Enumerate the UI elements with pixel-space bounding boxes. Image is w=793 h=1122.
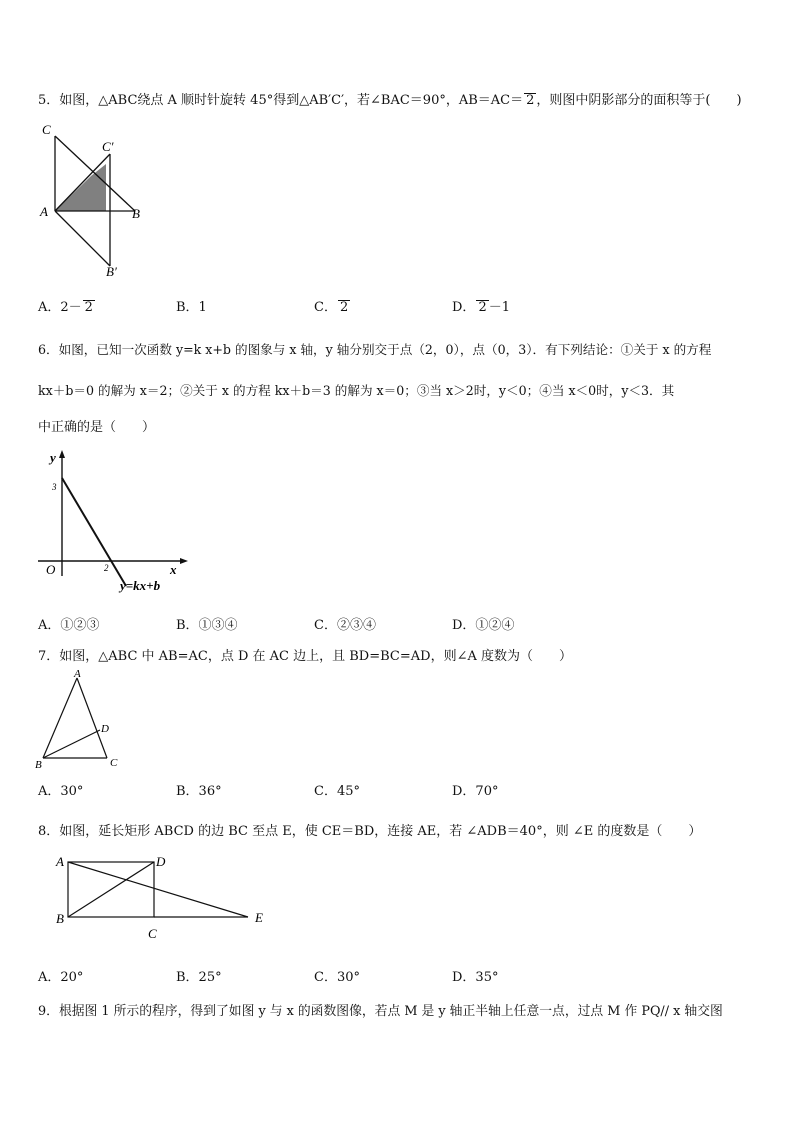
q7-label-b: B [35, 759, 42, 771]
q5-option-c-sqrt: 2 [339, 300, 349, 315]
q6-label-x: x [170, 562, 177, 577]
q8-figure [52, 848, 282, 948]
q7-segment-bd [43, 730, 100, 758]
q7-option-a[interactable]: A．30° [38, 784, 84, 799]
q7-figure [34, 668, 124, 772]
q8-text: 8．如图，延长矩形 ABCD 的边 BC 至点 E，使 CE＝BD，连接 AE，若 ∠ADB＝40°，则 ∠E 的度数是（ ） [38, 824, 702, 839]
q7-label-d: D [101, 723, 109, 735]
q5-label-b-prime: B′ [106, 264, 117, 279]
q7-option-b[interactable]: B．36° [176, 784, 222, 799]
q5-label-c: C [42, 122, 51, 137]
q6-figure [34, 448, 194, 598]
q5-option-d-prefix: D． [452, 300, 476, 315]
q5-option-d-suffix: －1 [488, 300, 510, 315]
q6-line-3: 中正确的是（ ） [38, 420, 156, 435]
q6-y-arrow [59, 450, 65, 458]
q5-option-d-sqrt: 2 [478, 300, 487, 315]
q8-label-b: B [56, 911, 64, 926]
q6-label-2: 2 [104, 563, 109, 573]
q5-option-c-prefix: C． [314, 300, 337, 315]
q8-option-c[interactable]: C．30° [314, 970, 360, 985]
q7-segment-ab [43, 678, 77, 758]
q8-label-e: E [255, 910, 263, 925]
q5-option-b[interactable] [176, 296, 207, 315]
q7-option-c[interactable]: C．45° [314, 784, 360, 799]
q7-text: 7．如图，△ABC 中 AB=AC，点 D 在 AC 边上，且 BD=BC=AD，则∠A 度数为（ ） [38, 649, 572, 664]
q7-segment-ac [77, 678, 107, 758]
q6-label-3: 3 [52, 482, 57, 492]
q9-text: 9．根据图 1 所示的程序，得到了如图 y 与 x 的函数图像，若点 M 是 y 轴正半轴上任意一点，过点 M 作 PQ// x 轴交图 [38, 1004, 723, 1019]
q5-tail: ，则图中阴影部分的面积等于( ) [536, 93, 742, 108]
q7-label-c: C [110, 757, 118, 769]
q6-label-y: y [50, 450, 56, 465]
q8-option-a[interactable]: A．20° [38, 970, 84, 985]
q5-option-c[interactable] [314, 296, 350, 315]
q5-option-a-prefix: A．2－ [38, 300, 82, 315]
q5-label-c-prime: C′ [102, 139, 114, 154]
q5-option-b-prefix: B．1 [176, 300, 207, 315]
q6-function-line [62, 478, 126, 586]
q8-label-d: D [156, 854, 166, 869]
q6-label-origin: O [46, 562, 56, 577]
q6-label-line: y=kx+b [120, 578, 161, 593]
q8-label-c: C [148, 926, 157, 941]
q6-line-2: kx＋b＝0 的解为 x＝2；②关于 x 的方程 kx＋b＝3 的解为 x＝0；③当 x＞2时，y＜0；④当 x＜0时，y＜3．其 [38, 383, 675, 398]
q8-label-a: A [56, 854, 64, 869]
q6-option-d[interactable]: D．①②④ [452, 618, 515, 633]
q6-option-b[interactable]: B．①③④ [176, 618, 238, 633]
q5-option-d[interactable] [452, 296, 510, 315]
q5-figure [36, 120, 156, 280]
q6-option-c[interactable]: C．②③④ [314, 618, 376, 633]
q8-segment-ae [68, 862, 248, 917]
q5-stem: 5．如图，△ABC绕点 A 顺时针旋转 45°得到△AB′C′，若∠BAC＝90°，AB＝AC＝ [38, 93, 524, 108]
q5-option-a-sqrt: 2 [84, 300, 93, 315]
q5-segment-ab-prime [55, 211, 110, 266]
q7-option-d[interactable]: D．70° [452, 784, 499, 799]
q6-x-arrow [180, 558, 188, 564]
q8-option-b[interactable]: B．25° [176, 970, 222, 985]
q5-sqrt: 2 [526, 93, 535, 108]
q5-option-a[interactable] [38, 296, 95, 315]
q5-label-b: B [132, 206, 140, 221]
question-5-text [38, 89, 742, 108]
q6-line-1: 6．如图，已知一次函数 y=k x+b 的图象与 x 轴，y 轴分别交于点（2，0），点（0，3）．有下列结论：①关于 x 的方程 [38, 342, 712, 357]
q8-segment-bd [68, 862, 154, 917]
q6-option-a[interactable]: A．①②③ [38, 618, 100, 633]
q7-label-a: A [74, 668, 81, 680]
q8-option-d[interactable]: D．35° [452, 970, 499, 985]
q5-label-a: A [40, 204, 48, 219]
